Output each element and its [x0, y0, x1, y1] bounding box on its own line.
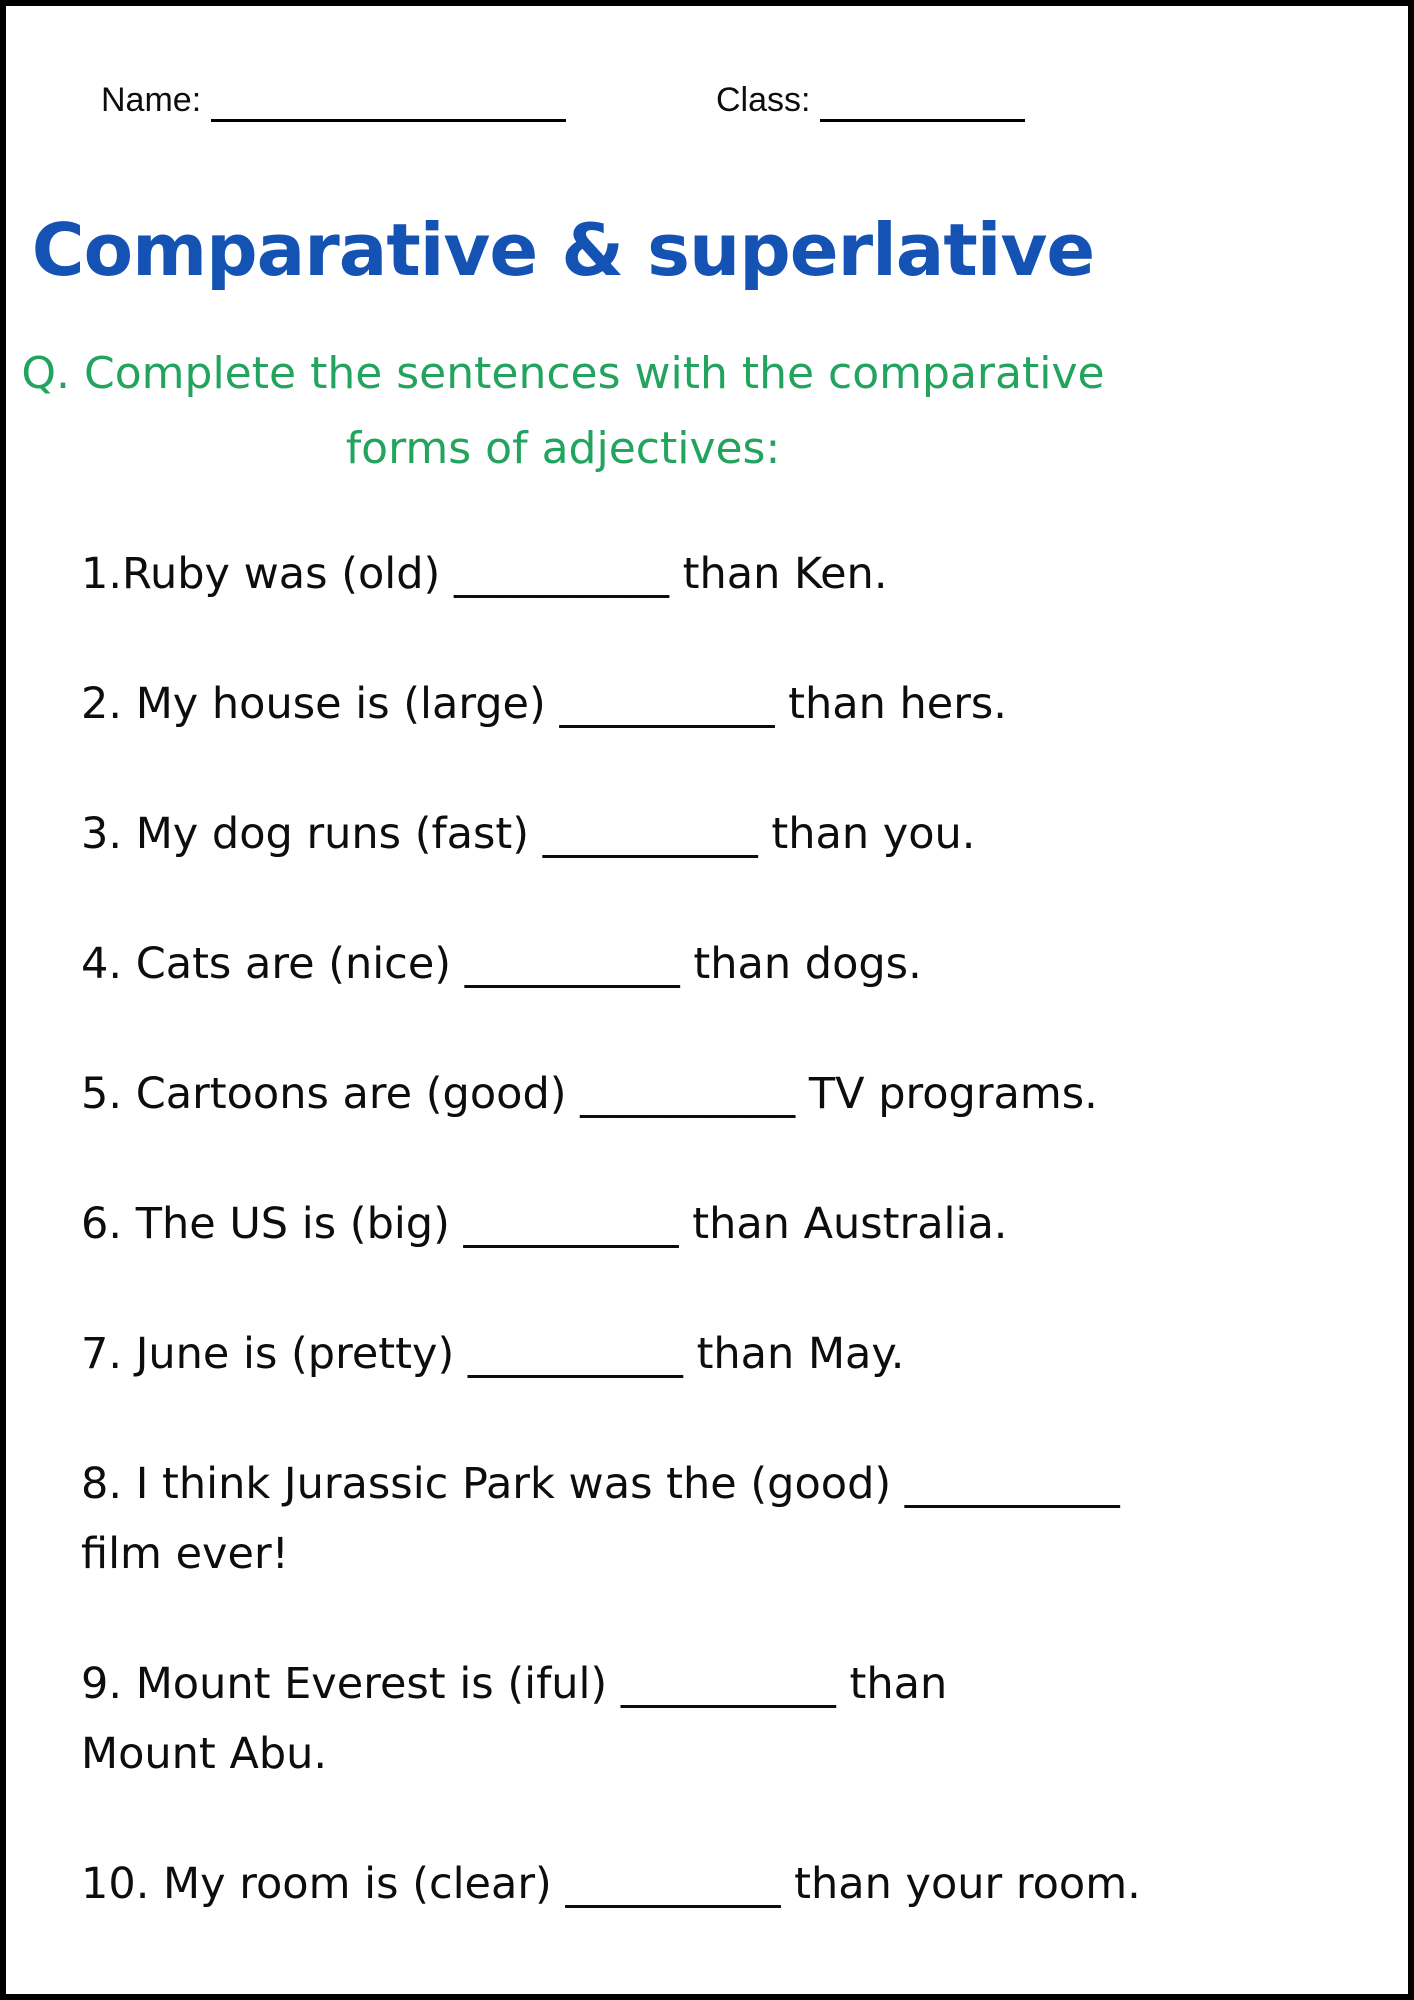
question-line: 1.Ruby was (old) __________ than Ken. [81, 549, 888, 599]
question-line: 3. My dog runs (fast) __________ than you. [81, 809, 976, 859]
name-field [101, 78, 566, 122]
instruction [6, 336, 1120, 486]
question-4 [81, 929, 1378, 999]
question-line: film ever! [81, 1529, 289, 1579]
question-7 [81, 1319, 1378, 1389]
question-line: Mount Abu. [81, 1729, 328, 1779]
question-line: 5. Cartoons are (good) __________ TV programs. [81, 1069, 1098, 1119]
question-line: 7. June is (pretty) __________ than May. [81, 1329, 905, 1379]
question-8 [81, 1449, 1378, 1589]
question-line: 2. My house is (large) __________ than hers. [81, 679, 1007, 729]
question-9 [81, 1649, 1378, 1789]
class-label: Class: [716, 81, 811, 119]
question-2 [81, 669, 1378, 739]
name-label: Name: [101, 81, 202, 119]
question-1 [81, 539, 1378, 609]
question-5 [81, 1059, 1378, 1129]
question-line: 10. My room is (clear) __________ than your room. [81, 1859, 1141, 1909]
question-list [81, 539, 1378, 1979]
worksheet-header [6, 78, 1408, 138]
question-line: 4. Cats are (nice) __________ than dogs. [81, 939, 922, 989]
instruction-line-2: forms of adjectives: [345, 423, 781, 474]
name-blank-line [211, 79, 566, 122]
question-6 [81, 1189, 1378, 1259]
question-3 [81, 799, 1378, 869]
question-line: 6. The US is (big) __________ than Australia. [81, 1199, 1008, 1249]
instruction-line-1: Q. Complete the sentences with the comparative [21, 348, 1105, 399]
class-blank-line [820, 79, 1025, 122]
question-10 [81, 1849, 1378, 1919]
question-line: 8. I think Jurassic Park was the (good) __________ [81, 1459, 1120, 1509]
class-field [716, 78, 1025, 122]
page-title: Comparative & superlative [31, 208, 1095, 292]
question-line: 9. Mount Everest is (iful) __________ than [81, 1659, 948, 1709]
